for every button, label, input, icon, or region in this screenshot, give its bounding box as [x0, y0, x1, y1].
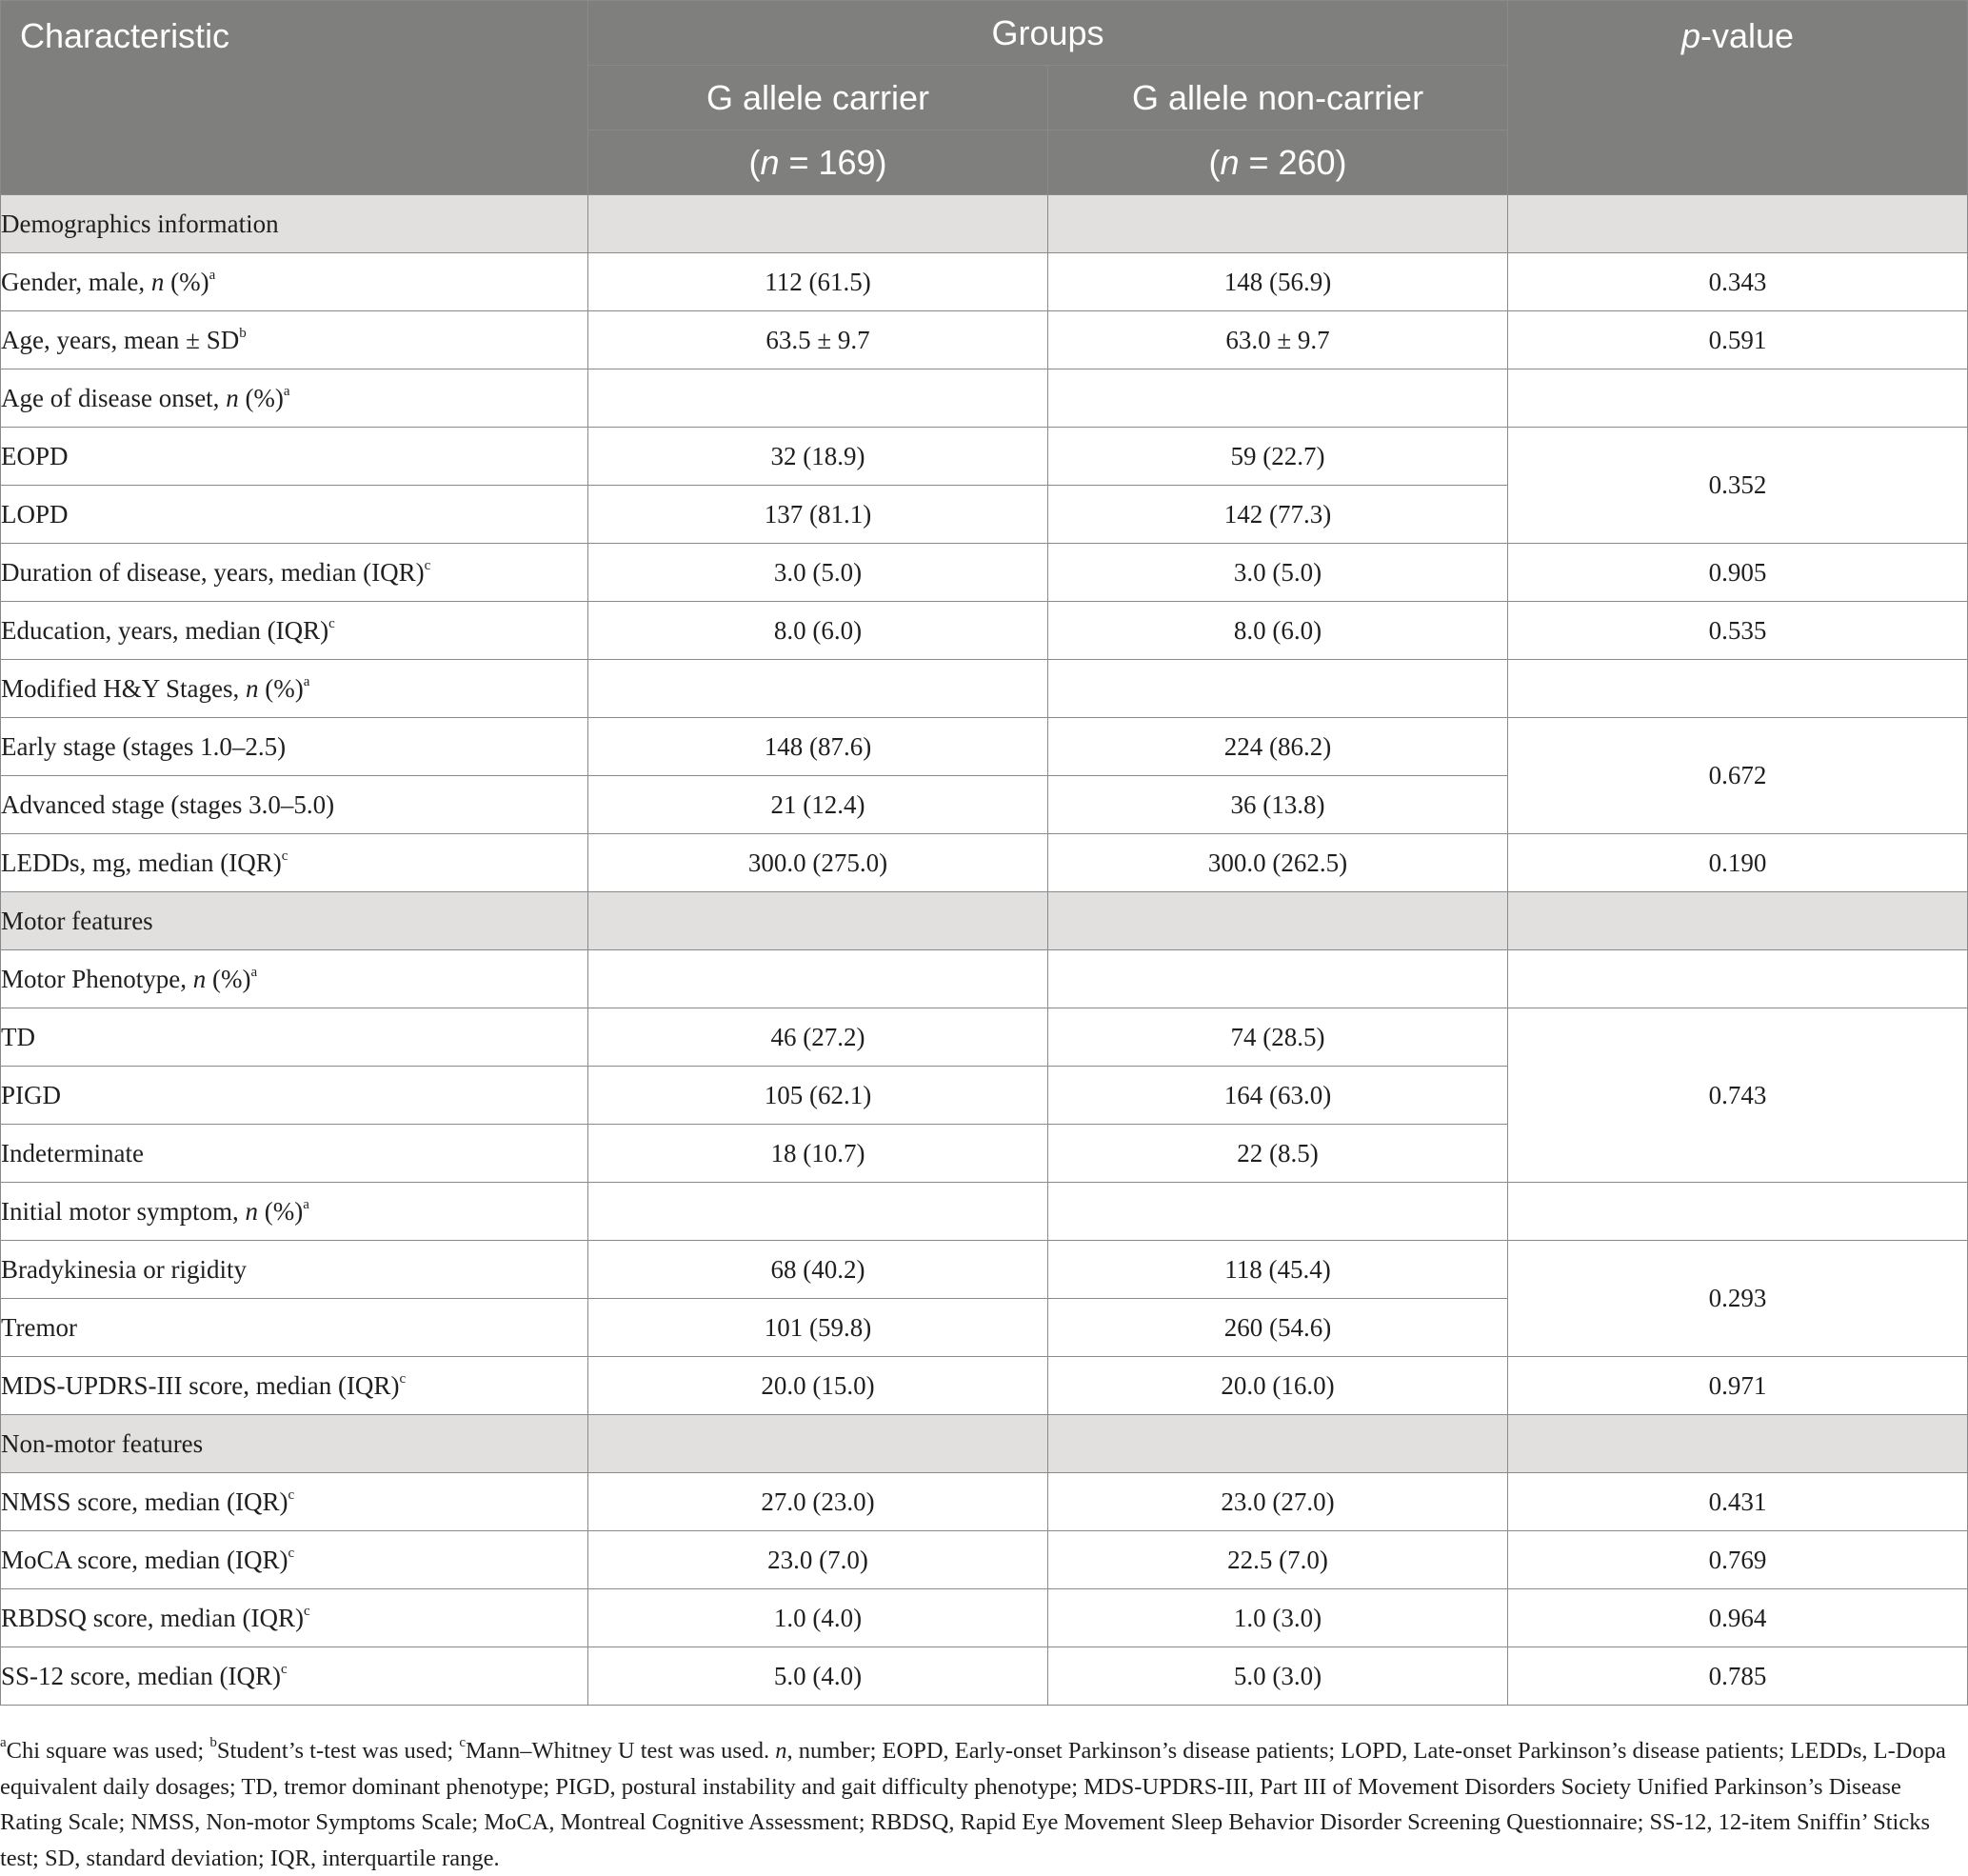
n-value: = 169) [779, 142, 887, 182]
header-characteristic: Characteristic [1, 1, 588, 195]
header-carrier-n [588, 130, 1048, 195]
table-row-moca [1, 1531, 1968, 1589]
row-label: Education, years, median (IQR)$^c$ [1, 602, 588, 660]
noncarrier-value: 8.0 (6.0) [1048, 602, 1508, 660]
footnote-italic: n [775, 1738, 787, 1764]
noncarrier-value: 142 (77.3) [1048, 486, 1508, 544]
carrier-value: 20.0 (15.0) [588, 1357, 1048, 1415]
table-row-duration [1, 544, 1968, 602]
p-value: 0.785 [1508, 1647, 1968, 1706]
section-row-motor [1, 892, 1968, 950]
table-row-hy [1, 660, 1968, 718]
noncarrier-value: 63.0 ± 9.7 [1048, 311, 1508, 369]
row-label: Age of disease onset, n (%)$^a$ [1, 369, 588, 428]
noncarrier-value: 148 (56.9) [1048, 253, 1508, 311]
table-row-brady [1, 1241, 1968, 1299]
section-row-demographics [1, 195, 1968, 253]
row-label: Early stage (stages 1.0–2.5) [1, 718, 588, 776]
p-value: 0.293 [1508, 1241, 1968, 1357]
carrier-value: 137 (81.1) [588, 486, 1048, 544]
header-noncarrier-n [1048, 130, 1508, 195]
row-label: PIGD [1, 1067, 588, 1125]
footnote-text: Mann–Whitney U test was used. [466, 1738, 776, 1764]
row-label: Bradykinesia or rigidity [1, 1241, 588, 1299]
row-label: Modified H&Y Stages, n (%)$^a$ [1, 660, 588, 718]
noncarrier-value: 36 (13.8) [1048, 776, 1508, 834]
n-value: = 260) [1239, 142, 1347, 182]
section-label: Motor features [1, 892, 588, 950]
carrier-value: 1.0 (4.0) [588, 1589, 1048, 1647]
p-value: 0.964 [1508, 1589, 1968, 1647]
table-row-eopd [1, 428, 1968, 486]
table-row-ss12 [1, 1647, 1968, 1706]
carrier-value: 300.0 (275.0) [588, 834, 1048, 892]
noncarrier-value: 164 (63.0) [1048, 1067, 1508, 1125]
n-italic: n [1220, 142, 1240, 182]
table-row-nmss [1, 1473, 1968, 1531]
carrier-value: 8.0 (6.0) [588, 602, 1048, 660]
carrier-value: 3.0 (5.0) [588, 544, 1048, 602]
table-footnote [0, 1733, 1961, 1876]
n-italic: n [760, 142, 780, 182]
table-row-education [1, 602, 1968, 660]
carrier-value: 101 (59.8) [588, 1299, 1048, 1357]
noncarrier-value: 22 (8.5) [1048, 1125, 1508, 1183]
carrier-value: 18 (10.7) [588, 1125, 1048, 1183]
paren: ( [1208, 142, 1221, 182]
section-label: Demographics information [1, 195, 588, 253]
table-row-ledds [1, 834, 1968, 892]
section-label: Non-motor features [1, 1415, 588, 1473]
table-row-phenotype [1, 950, 1968, 1008]
footnote-text: Student’s t-test was used; [216, 1738, 460, 1764]
p-value: 0.352 [1508, 428, 1968, 544]
carrier-value: 27.0 (23.0) [588, 1473, 1048, 1531]
p-value: 0.591 [1508, 311, 1968, 369]
table-row-td [1, 1008, 1968, 1067]
row-label: TD [1, 1008, 588, 1067]
row-label: Gender, male, n (%)$^a$ [1, 253, 588, 311]
noncarrier-value: 3.0 (5.0) [1048, 544, 1508, 602]
header-pvalue [1508, 1, 1968, 195]
row-label: MoCA score, median (IQR)$^c$ [1, 1531, 588, 1589]
row-label: LEDDs, mg, median (IQR)$^c$ [1, 834, 588, 892]
p-value: 0.431 [1508, 1473, 1968, 1531]
table-row-early [1, 718, 1968, 776]
carrier-value: 23.0 (7.0) [588, 1531, 1048, 1589]
row-label: MDS-UPDRS-III score, median (IQR)$^c$ [1, 1357, 588, 1415]
noncarrier-value: 22.5 (7.0) [1048, 1531, 1508, 1589]
table-row-gender [1, 253, 1968, 311]
footnote-sup: b [209, 1735, 217, 1750]
row-label: Duration of disease, years, median (IQR)$^c$ [1, 544, 588, 602]
header-pvalue-italic: p [1680, 16, 1700, 55]
noncarrier-value: 118 (45.4) [1048, 1241, 1508, 1299]
carrier-value: 46 (27.2) [588, 1008, 1048, 1067]
header-groups: Groups [588, 1, 1508, 66]
footnote-sup: c [459, 1735, 467, 1750]
noncarrier-value: 74 (28.5) [1048, 1008, 1508, 1067]
footnote-text: Chi square was used; [6, 1738, 210, 1764]
row-label: EOPD [1, 428, 588, 486]
p-value: 0.672 [1508, 718, 1968, 834]
noncarrier-value: 300.0 (262.5) [1048, 834, 1508, 892]
footnote-text: , number; EOPD, Early-onset Parkinson’s disease patients; LOPD, Late-onset Parkinson’s disease patients; LEDDs, L-Dopa equivalent daily dosages; TD, tremor dominant phenotype; PIGD, postural instability and gait difficulty phenotype; MDS-UPDRS-III, Part III of Movement Disorders Society Unified Parkinson’s Disease Rating Scale; NMSS, Non-motor Symptoms Scale; MoCA, Montreal Cognitive Assessment; RBDSQ, Rapid Eye Movement Sleep Behavior Disorder Screening Questionnaire; SS-12, 12-item Sniffin’ Sticks test; SD, standard deviation; IQR, interquartile range. [0, 1738, 1946, 1871]
header-noncarrier: G allele non-carrier [1048, 66, 1508, 130]
noncarrier-value: 23.0 (27.0) [1048, 1473, 1508, 1531]
p-value: 0.905 [1508, 544, 1968, 602]
carrier-value: 63.5 ± 9.7 [588, 311, 1048, 369]
paren: ( [748, 142, 761, 182]
row-label: Indeterminate [1, 1125, 588, 1183]
noncarrier-value: 260 (54.6) [1048, 1299, 1508, 1357]
carrier-value: 68 (40.2) [588, 1241, 1048, 1299]
noncarrier-value: 1.0 (3.0) [1048, 1589, 1508, 1647]
noncarrier-value: 59 (22.7) [1048, 428, 1508, 486]
carrier-value: 21 (12.4) [588, 776, 1048, 834]
header-carrier: G allele carrier [588, 66, 1048, 130]
header-pvalue-rest: -value [1700, 16, 1795, 55]
p-value: 0.743 [1508, 1008, 1968, 1183]
noncarrier-value: 20.0 (16.0) [1048, 1357, 1508, 1415]
row-label: LOPD [1, 486, 588, 544]
carrier-value: 5.0 (4.0) [588, 1647, 1048, 1706]
p-value: 0.971 [1508, 1357, 1968, 1415]
row-label: NMSS score, median (IQR)$^c$ [1, 1473, 588, 1531]
row-label: Initial motor symptom, n (%)$^a$ [1, 1183, 588, 1241]
carrier-value: 112 (61.5) [588, 253, 1048, 311]
footnote-sup: a [0, 1735, 7, 1750]
noncarrier-value: 5.0 (3.0) [1048, 1647, 1508, 1706]
noncarrier-value: 224 (86.2) [1048, 718, 1508, 776]
p-value: 0.343 [1508, 253, 1968, 311]
row-label: Motor Phenotype, n (%)$^a$ [1, 950, 588, 1008]
row-label: Advanced stage (stages 3.0–5.0) [1, 776, 588, 834]
carrier-value: 32 (18.9) [588, 428, 1048, 486]
row-label: Tremor [1, 1299, 588, 1357]
table-row-initial [1, 1183, 1968, 1241]
header-row-1 [1, 1, 1968, 66]
row-label: SS-12 score, median (IQR)$^c$ [1, 1647, 588, 1706]
table-row-age [1, 311, 1968, 369]
carrier-value: 148 (87.6) [588, 718, 1048, 776]
table-row-rbdsq [1, 1589, 1968, 1647]
section-row-nonmotor [1, 1415, 1968, 1473]
row-label: RBDSQ score, median (IQR)$^c$ [1, 1589, 588, 1647]
row-label: Age, years, mean ± $SD^b$ [1, 311, 588, 369]
table-row-onset [1, 369, 1968, 428]
p-value: 0.769 [1508, 1531, 1968, 1589]
carrier-value: 105 (62.1) [588, 1067, 1048, 1125]
table-row-updrs [1, 1357, 1968, 1415]
p-value: 0.535 [1508, 602, 1968, 660]
p-value: 0.190 [1508, 834, 1968, 892]
